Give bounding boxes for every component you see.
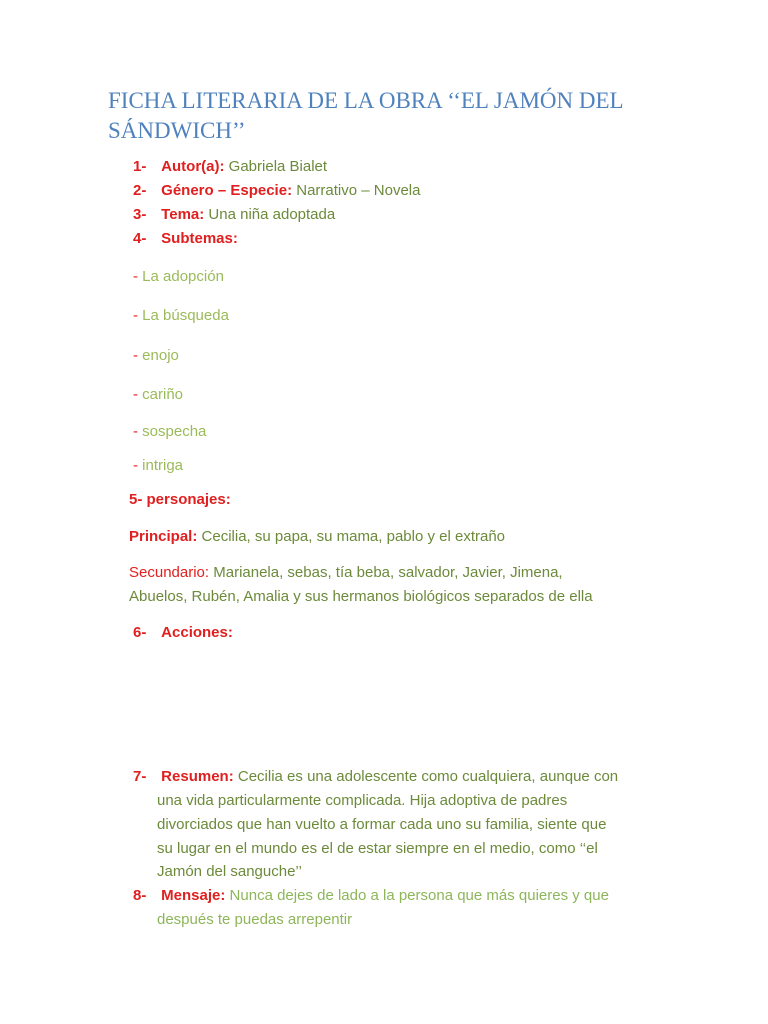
item-label: Resumen: [161, 768, 234, 785]
list-item: - La adopción [133, 268, 224, 285]
item-label: Autor(a): [161, 158, 225, 175]
resumen-line: Cecilia es una adolescente como cualquiera, aunque con [237, 768, 619, 785]
principal-value: Cecilia, su papa, su mama, pablo y el extraño [201, 528, 506, 545]
item-resumen [133, 768, 618, 785]
item-number: 8- [133, 887, 147, 904]
item-acciones [133, 624, 233, 641]
subtema-text: La adopción [142, 268, 224, 285]
list-item: - La búsqueda [133, 307, 229, 324]
resumen-line: una vida particularmente complicada. Hija adoptiva de padres [157, 792, 568, 809]
item-value: Narrativo – Novela [296, 182, 421, 199]
item-number: 1- [133, 158, 147, 175]
list-item: - intriga [133, 457, 184, 474]
secundario-value: Marianela, sebas, tía beba, salvador, Javier, Jimena, [213, 564, 563, 581]
list-item: - cariño [133, 386, 184, 403]
item-number: 2- [133, 182, 147, 199]
item-label: Tema: [161, 206, 205, 223]
item-subtemas [133, 230, 238, 247]
subtema-text: cariño [142, 386, 184, 403]
subtema-text: La búsqueda [142, 307, 229, 324]
item-label: Mensaje: [161, 887, 226, 904]
list-item: - enojo [133, 347, 179, 364]
item-autor [133, 158, 327, 175]
personajes-principal [129, 528, 505, 545]
item-mensaje [133, 887, 609, 904]
item-tema [133, 206, 335, 223]
item-value: Una niña adoptada [208, 206, 336, 223]
item-label: Género – Especie: [161, 182, 293, 199]
subtema-text: sospecha [142, 423, 207, 440]
item-number: 4- [133, 230, 147, 247]
personajes-secundario-cont [129, 588, 593, 605]
resumen-line: su lugar en el mundo es el de estar siempre en el medio, como ‘‘el [157, 840, 598, 857]
secundario-value-cont: Abuelos, Rubén, Amalia y sus hermanos biológicos separados de ella [129, 588, 593, 605]
secundario-label: Secundario: [129, 564, 210, 581]
mensaje-line: después te puedas arrepentir [157, 911, 353, 928]
item-value: Gabriela Bialet [228, 158, 328, 175]
item-label: Acciones: [161, 624, 233, 641]
item-genero [133, 182, 420, 199]
item-number: 6- [133, 624, 147, 641]
subtema-text: intriga [142, 457, 184, 474]
principal-label: Principal: [129, 528, 198, 545]
mensaje-line: Nunca dejes de lado a la persona que más quieres y que [229, 887, 609, 904]
item-number: 3- [133, 206, 147, 223]
item-number: 7- [133, 768, 147, 785]
item-label: Subtemas: [161, 230, 238, 247]
resumen-line: divorciados que han vuelto a formar cada uno su familia, siente que [157, 816, 607, 833]
subtema-text: enojo [142, 347, 179, 364]
personajes-heading: 5- personajes: [129, 491, 231, 508]
list-item: - sospecha [133, 423, 207, 440]
personajes-secundario [129, 564, 563, 581]
page-title: FICHA LITERARIA DE LA OBRA ‘‘EL JAMÓN DEL SÁNDWICH’’ [108, 88, 623, 143]
resumen-line: Jamón del sanguche’’ [157, 863, 302, 880]
